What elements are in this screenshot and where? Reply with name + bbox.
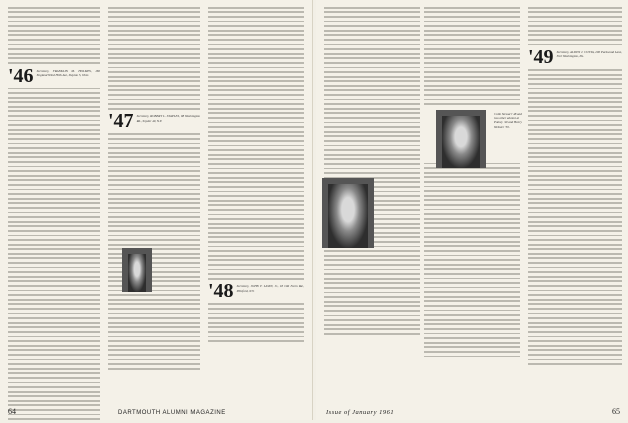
body-text	[8, 7, 100, 64]
left-column-3	[208, 4, 304, 345]
body-text	[208, 7, 304, 280]
class-section-header	[108, 110, 200, 133]
body-text	[8, 88, 100, 421]
issue-footer: Issue of January 1961	[326, 409, 395, 416]
body-text	[528, 7, 622, 46]
body-text	[528, 69, 622, 365]
class-year: '47	[108, 110, 134, 133]
class-section-header	[8, 64, 100, 87]
class-secretary: Secretary, ROBERT L. STAPLES, 98 Washington Rd., Snyder 49, N.Y.	[136, 114, 200, 123]
left-column-2	[108, 4, 200, 372]
class-year: '46	[8, 64, 34, 87]
right-column-2	[424, 4, 520, 360]
class-year: '49	[528, 46, 554, 69]
body-text	[424, 7, 520, 105]
class-secretary: Secretary, ALDEN J. COTTA, 290 Parkwood Lane, Fort Washington, Pa.	[556, 50, 622, 59]
body-text	[424, 163, 520, 358]
class-secretary: Secretary, FRANKLIN M. HOLMES, 160 England Wind Hills Ave, Dayton 5, Ohio	[36, 68, 100, 77]
class-year: '48	[208, 280, 234, 303]
left-page	[0, 0, 313, 420]
alumni-group-photo	[436, 110, 486, 168]
right-column-1	[324, 4, 420, 338]
page-footer: DARTMOUTH ALUMNI MAGAZINE	[118, 410, 226, 416]
body-text	[324, 7, 420, 335]
page-number: 64	[8, 407, 16, 416]
page-number: 65	[612, 407, 620, 416]
body-text	[108, 7, 200, 110]
photo-caption: Colin Stewart '48 and two other alumni at Putney '49 and Henry Webster '50.	[494, 112, 522, 129]
class-secretary: Secretary, JOHN F. LAVIN, Jr., 18 Old Farm Rd., Pittsford, N.Y.	[236, 284, 304, 293]
left-column-1	[8, 4, 100, 423]
right-column-3	[528, 4, 622, 368]
body-text	[208, 303, 304, 342]
class-section-header	[208, 280, 304, 303]
class-section-header	[528, 46, 622, 69]
right-page	[316, 0, 628, 420]
alumnus-portrait-photo	[122, 248, 152, 292]
alumnus-portrait-photo	[322, 178, 374, 248]
